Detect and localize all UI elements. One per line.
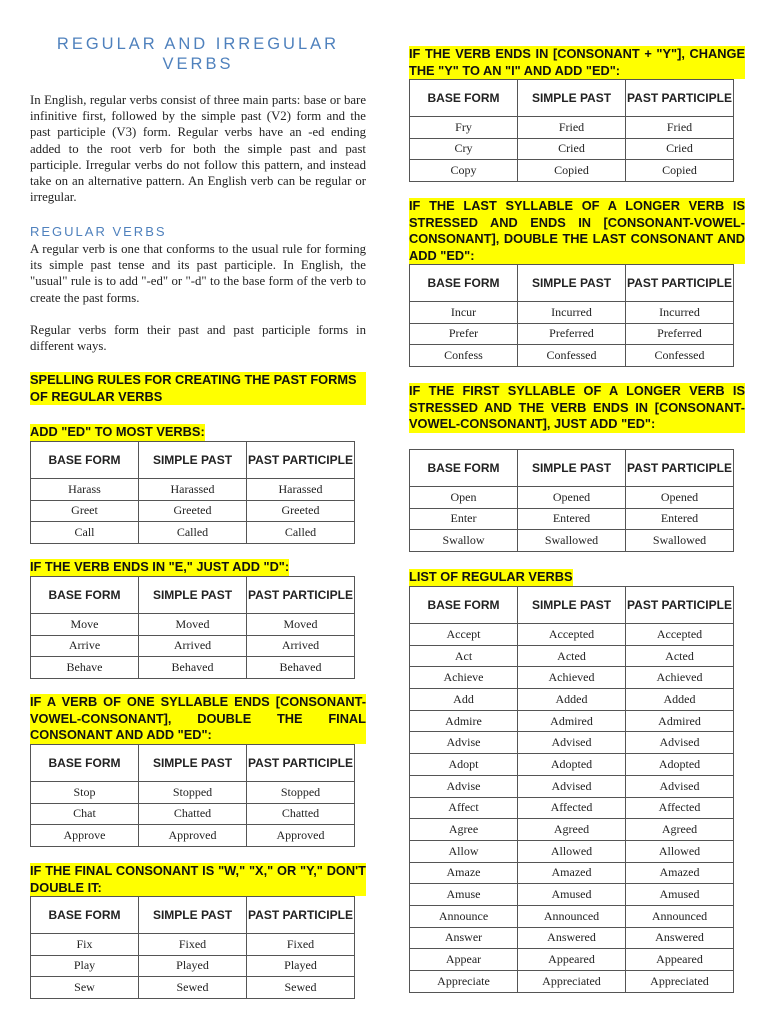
past-participle-cell: Admired [626, 710, 734, 732]
past-participle-cell: Appreciated [626, 971, 734, 993]
base-form-header: BASE FORM [410, 265, 518, 302]
rule-table [30, 896, 355, 999]
simple-past-header: SIMPLE PAST [518, 450, 626, 487]
past-participle-cell: Accepted [626, 624, 734, 646]
table-row [410, 797, 734, 819]
table-row [410, 323, 734, 345]
simple-past-cell: Stopped [139, 782, 247, 804]
simple-past-cell: Cried [518, 138, 626, 160]
base-form-header: BASE FORM [31, 442, 139, 479]
base-form-cell: Act [410, 645, 518, 667]
page-title: REGULAR AND IRREGULAR VERBS [56, 35, 340, 73]
base-form-cell: Advise [410, 775, 518, 797]
past-participle-cell: Chatted [247, 803, 355, 825]
simple-past-cell: Appeared [518, 949, 626, 971]
table-header-row [31, 897, 355, 934]
past-participle-cell: Advised [626, 775, 734, 797]
past-participle-cell: Entered [626, 508, 734, 530]
past-participle-cell: Preferred [626, 323, 734, 345]
simple-past-header: SIMPLE PAST [139, 897, 247, 934]
base-form-cell: Open [410, 487, 518, 509]
table-row [410, 840, 734, 862]
rule-table [409, 79, 734, 182]
simple-past-header: SIMPLE PAST [139, 745, 247, 782]
base-form-cell: Advise [410, 732, 518, 754]
past-participle-header: PAST PARTICIPLE [626, 80, 734, 117]
rule-label: IF THE FINAL CONSONANT IS "W," "X," OR "Y," DON'T DOUBLE IT: [30, 863, 366, 895]
regular-verbs-heading: REGULAR VERBS [30, 224, 167, 239]
base-form-cell: Achieve [410, 667, 518, 689]
table-row [410, 754, 734, 776]
table-header-row [410, 80, 734, 117]
past-participle-cell: Agreed [626, 819, 734, 841]
past-participle-cell: Added [626, 689, 734, 711]
table-row [410, 160, 734, 182]
table-row [410, 971, 734, 993]
table-row [410, 138, 734, 160]
base-form-cell: Swallow [410, 530, 518, 552]
simple-past-cell: Confessed [518, 345, 626, 367]
past-participle-cell: Amused [626, 884, 734, 906]
simple-past-header: SIMPLE PAST [518, 587, 626, 624]
rule-table [409, 449, 734, 552]
simple-past-cell: Achieved [518, 667, 626, 689]
table-row [31, 977, 355, 999]
spelling-rules-heading: SPELLING RULES FOR CREATING THE PAST FORMS OF REGULAR VERBS [30, 372, 366, 405]
base-form-header: BASE FORM [31, 745, 139, 782]
past-participle-cell: Moved [247, 614, 355, 636]
table-row [410, 689, 734, 711]
rule-label: ADD "ED" TO MOST VERBS: [30, 424, 205, 439]
past-participle-cell: Acted [626, 645, 734, 667]
simple-past-cell: Preferred [518, 323, 626, 345]
base-form-cell: Confess [410, 345, 518, 367]
simple-past-cell: Opened [518, 487, 626, 509]
table-row [410, 884, 734, 906]
simple-past-cell: Harassed [139, 479, 247, 501]
table-row [410, 710, 734, 732]
table-row [410, 645, 734, 667]
past-participle-cell: Called [247, 522, 355, 544]
simple-past-cell: Amazed [518, 862, 626, 884]
base-form-cell: Harass [31, 479, 139, 501]
table-row [31, 782, 355, 804]
simple-past-cell: Fixed [139, 934, 247, 956]
past-participle-header: PAST PARTICIPLE [247, 442, 355, 479]
regular-verbs-paragraph-2: Regular verbs form their past and past participle forms in different ways. [30, 323, 366, 354]
base-form-cell: Add [410, 689, 518, 711]
past-participle-cell: Cried [626, 138, 734, 160]
past-participle-cell: Copied [626, 160, 734, 182]
base-form-cell: Incur [410, 302, 518, 324]
past-participle-cell: Arrived [247, 635, 355, 657]
past-participle-cell: Fixed [247, 934, 355, 956]
past-participle-cell: Incurred [626, 302, 734, 324]
simple-past-cell: Fried [518, 117, 626, 139]
table-row [31, 657, 355, 679]
regular-verbs-paragraph-1: A regular verb is one that conforms to the usual rule for forming its simple past tense and its past participle. In English, the "usual" rule is to add "-ed" or "-d" to the base form of the verb to create the past forms. [30, 242, 366, 305]
past-participle-cell: Greeted [247, 500, 355, 522]
rule-label: IF THE LAST SYLLABLE OF A LONGER VERB IS STRESSED AND ENDS IN [CONSONANT-VOWEL-CONSONANT], DOUBLE THE LAST CONSONANT AND ADD "ED": [409, 198, 745, 263]
table-row [410, 732, 734, 754]
past-participle-cell: Played [247, 955, 355, 977]
base-form-cell: Enter [410, 508, 518, 530]
past-participle-cell: Fried [626, 117, 734, 139]
past-participle-cell: Allowed [626, 840, 734, 862]
base-form-cell: Answer [410, 927, 518, 949]
simple-past-cell: Called [139, 522, 247, 544]
past-participle-cell: Amazed [626, 862, 734, 884]
table-row [410, 949, 734, 971]
base-form-cell: Amuse [410, 884, 518, 906]
simple-past-cell: Approved [139, 825, 247, 847]
base-form-cell: Adopt [410, 754, 518, 776]
past-participle-cell: Adopted [626, 754, 734, 776]
rule-table [409, 264, 734, 367]
table-row [410, 819, 734, 841]
past-participle-cell: Behaved [247, 657, 355, 679]
rule-table [30, 744, 355, 847]
table-row [410, 775, 734, 797]
regular-verbs-list-table [409, 586, 734, 993]
base-form-header: BASE FORM [410, 587, 518, 624]
base-form-cell: Fix [31, 934, 139, 956]
past-participle-cell: Sewed [247, 977, 355, 999]
base-form-header: BASE FORM [31, 897, 139, 934]
past-participle-header: PAST PARTICIPLE [247, 897, 355, 934]
table-row [410, 345, 734, 367]
simple-past-cell: Greeted [139, 500, 247, 522]
simple-past-cell: Copied [518, 160, 626, 182]
base-form-cell: Appear [410, 949, 518, 971]
table-row [31, 522, 355, 544]
rule-label: IF THE VERB ENDS IN [CONSONANT + "Y"], CHANGE THE "Y" TO AN "I" AND ADD "ED": [409, 46, 745, 78]
table-row [410, 624, 734, 646]
table-header-row [31, 442, 355, 479]
simple-past-cell: Agreed [518, 819, 626, 841]
base-form-cell: Play [31, 955, 139, 977]
past-participle-cell: Approved [247, 825, 355, 847]
base-form-header: BASE FORM [410, 80, 518, 117]
simple-past-header: SIMPLE PAST [518, 265, 626, 302]
table-header-row [31, 577, 355, 614]
intro-paragraph: In English, regular verbs consist of three main parts: base or bare infinitive first, followed by the simple past (V2) form and the past participle (V3) form. Regular verbs have an -ed ending added to the root verb for both the simple past and past participle. Irregular verbs do not follow this pattern, and instead take on an alternative pattern. An English verb can be regular or irregular. [30, 93, 366, 205]
table-row [31, 614, 355, 636]
table-row [410, 508, 734, 530]
past-participle-header: PAST PARTICIPLE [626, 587, 734, 624]
table-row [31, 500, 355, 522]
table-row [31, 934, 355, 956]
base-form-cell: Announce [410, 905, 518, 927]
list-heading: LIST OF REGULAR VERBS [409, 569, 573, 584]
past-participle-header: PAST PARTICIPLE [247, 745, 355, 782]
simple-past-cell: Behaved [139, 657, 247, 679]
base-form-cell: Move [31, 614, 139, 636]
rule-label: IF THE VERB ENDS IN "E," JUST ADD "D": [30, 559, 290, 574]
past-participle-cell: Appeared [626, 949, 734, 971]
simple-past-cell: Swallowed [518, 530, 626, 552]
simple-past-header: SIMPLE PAST [139, 442, 247, 479]
table-row [410, 530, 734, 552]
simple-past-cell: Played [139, 955, 247, 977]
base-form-cell: Prefer [410, 323, 518, 345]
rule-label: IF A VERB OF ONE SYLLABLE ENDS [CONSONANT-VOWEL-CONSONANT], DOUBLE THE FINAL CONSONANT AND ADD "ED": [30, 694, 366, 742]
table-row [410, 302, 734, 324]
past-participle-cell: Opened [626, 487, 734, 509]
simple-past-cell: Acted [518, 645, 626, 667]
table-row [410, 862, 734, 884]
simple-past-cell: Moved [139, 614, 247, 636]
simple-past-cell: Accepted [518, 624, 626, 646]
base-form-cell: Copy [410, 160, 518, 182]
past-participle-cell: Advised [626, 732, 734, 754]
simple-past-cell: Announced [518, 905, 626, 927]
past-participle-header: PAST PARTICIPLE [247, 577, 355, 614]
past-participle-cell: Confessed [626, 345, 734, 367]
table-header-row [410, 265, 734, 302]
base-form-cell: Approve [31, 825, 139, 847]
base-form-cell: Fry [410, 117, 518, 139]
rule-table [30, 441, 355, 544]
past-participle-cell: Swallowed [626, 530, 734, 552]
past-participle-header: PAST PARTICIPLE [626, 450, 734, 487]
simple-past-cell: Arrived [139, 635, 247, 657]
rule-label: IF THE FIRST SYLLABLE OF A LONGER VERB IS STRESSED AND THE VERB ENDS IN [CONSONANT-VOWEL-CONSONANT], JUST ADD "ED": [409, 383, 745, 431]
simple-past-cell: Sewed [139, 977, 247, 999]
simple-past-cell: Adopted [518, 754, 626, 776]
table-row [31, 803, 355, 825]
simple-past-header: SIMPLE PAST [139, 577, 247, 614]
base-form-cell: Appreciate [410, 971, 518, 993]
base-form-cell: Behave [31, 657, 139, 679]
base-form-cell: Arrive [31, 635, 139, 657]
base-form-cell: Stop [31, 782, 139, 804]
base-form-cell: Sew [31, 977, 139, 999]
base-form-cell: Chat [31, 803, 139, 825]
base-form-cell: Cry [410, 138, 518, 160]
simple-past-cell: Advised [518, 775, 626, 797]
simple-past-header: SIMPLE PAST [518, 80, 626, 117]
table-row [410, 905, 734, 927]
past-participle-cell: Stopped [247, 782, 355, 804]
base-form-header: BASE FORM [31, 577, 139, 614]
simple-past-cell: Answered [518, 927, 626, 949]
table-row [410, 927, 734, 949]
table-row [410, 487, 734, 509]
past-participle-cell: Achieved [626, 667, 734, 689]
table-header-row [410, 587, 734, 624]
base-form-cell: Affect [410, 797, 518, 819]
table-row [31, 635, 355, 657]
past-participle-cell: Harassed [247, 479, 355, 501]
rule-table [30, 576, 355, 679]
past-participle-cell: Announced [626, 905, 734, 927]
table-header-row [410, 450, 734, 487]
base-form-cell: Agree [410, 819, 518, 841]
table-header-row [31, 745, 355, 782]
base-form-cell: Call [31, 522, 139, 544]
simple-past-cell: Appreciated [518, 971, 626, 993]
simple-past-cell: Allowed [518, 840, 626, 862]
simple-past-cell: Entered [518, 508, 626, 530]
table-row [410, 667, 734, 689]
past-participle-cell: Affected [626, 797, 734, 819]
base-form-cell: Accept [410, 624, 518, 646]
simple-past-cell: Advised [518, 732, 626, 754]
past-participle-header: PAST PARTICIPLE [626, 265, 734, 302]
simple-past-cell: Affected [518, 797, 626, 819]
base-form-cell: Amaze [410, 862, 518, 884]
table-row [31, 825, 355, 847]
simple-past-cell: Admired [518, 710, 626, 732]
past-participle-cell: Answered [626, 927, 734, 949]
simple-past-cell: Added [518, 689, 626, 711]
base-form-cell: Allow [410, 840, 518, 862]
base-form-cell: Greet [31, 500, 139, 522]
base-form-header: BASE FORM [410, 450, 518, 487]
simple-past-cell: Incurred [518, 302, 626, 324]
table-row [31, 955, 355, 977]
table-row [410, 117, 734, 139]
simple-past-cell: Amused [518, 884, 626, 906]
table-row [31, 479, 355, 501]
simple-past-cell: Chatted [139, 803, 247, 825]
base-form-cell: Admire [410, 710, 518, 732]
